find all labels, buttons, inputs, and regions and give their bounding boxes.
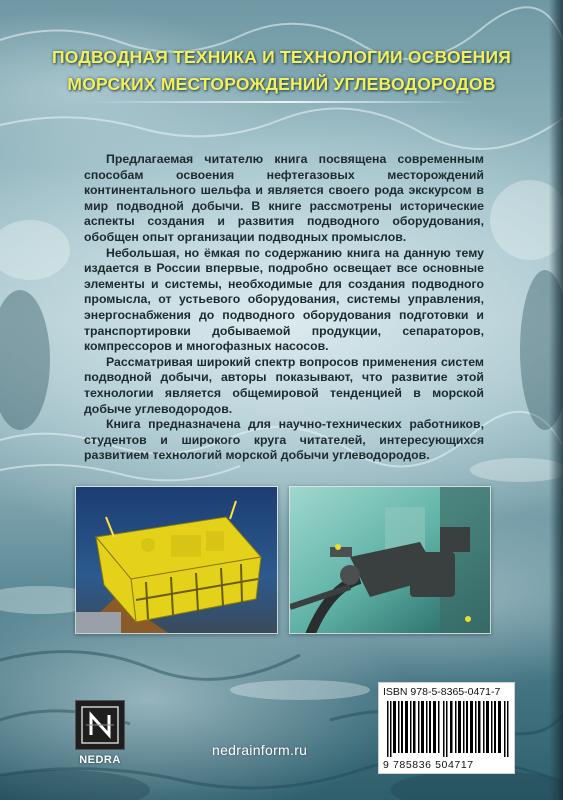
isbn-barcode-block [378,682,515,774]
photo-underwater-robot-arm [289,486,491,634]
photo-subsea-structure [75,486,278,634]
description-paragraph-1: Предлагаемая читателю книга посвящена современным способам освоения нефтегазовых месторождений континентального шельфа и является своего рода экскурсом в мир подводной добычи. В книге рассмотрены исторические аспекты создания и развития подводного оборудования, обобщен опыт организации подводных промыслов. [84,152,484,244]
barcode-icon [387,701,509,757]
cover-spine-edge [549,0,563,800]
publisher-website: nedrainform.ru [212,742,308,758]
title-underline-rule [88,101,478,103]
publisher-name: NEDRA [79,754,121,766]
nedra-logo-icon [80,705,120,745]
isbn-number: ISBN 978-5-8365-0471-7 [383,686,501,698]
publisher-logo [75,700,125,770]
description-paragraph-2: Небольшая, но ёмкая по содержанию книга на данную тему издается в России впервые, подробно освещает все основные элементы и системы, необходимые для создания подводного промысла, от устьевого оборудования, системы управления, энергоснабжения до подводного оборудования подготовки и транспортировки добываемой продукции, сепараторов, компрессоров и многофазных насосов. [84,245,484,354]
book-title-line-1: ПОДВОДНАЯ ТЕХНИКА И ТЕХНОЛОГИИ ОСВОЕНИЯ [51,47,512,67]
book-title-line-2: МОРСКИХ МЕСТОРОЖДЕНИЙ УГЛЕВОДОРОДОВ [67,74,496,94]
description-paragraph-4: Книга предназначена для научно-технических работников, студентов и широкого круга читателей, интересующихся развитием технологий морской добычи углеводородов. [84,417,484,463]
ean-digits: 9 785836 504717 [383,759,474,771]
book-description [84,152,484,464]
description-paragraph-3: Рассматривая широкий спектр вопросов применения систем подводной добычи, авторы показывают, что развитие этой технологии является общемировой тенденцией в морской добыче углеводородов. [84,354,484,416]
